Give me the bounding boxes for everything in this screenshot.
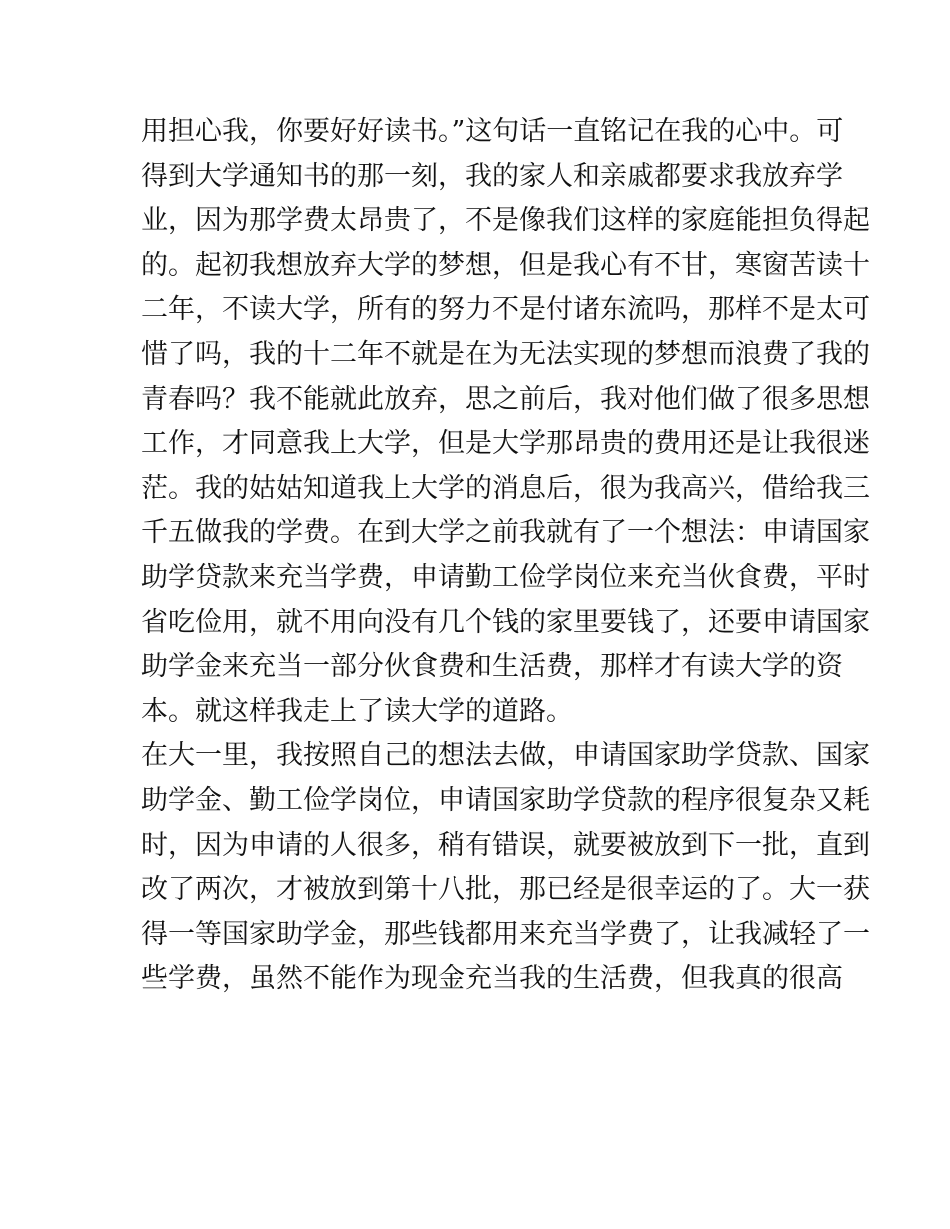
text-line: 助学金、勤工俭学岗位，申请国家助学贷款的程序很复杂又耗 — [141, 784, 870, 816]
text-line: 在大一里，我按照自己的想法去做，申请国家助学贷款、国家 — [141, 740, 870, 772]
text-line: 助学贷款来充当学费，申请勤工俭学岗位来充当伙食费，平时 — [141, 561, 870, 593]
text-line: 得到大学通知书的那一刻，我的家人和亲戚都要求我放弃学 — [141, 160, 843, 192]
text-line: 用担心我，你要好好读书。”这句话一直铭记在我的心中。可 — [141, 116, 844, 147]
text-line: 二年，不读大学，所有的努力不是付诸东流吗，那样不是太可 — [141, 294, 870, 326]
text-line: 些学费，虽然不能作为现金充当我的生活费，但我真的很高 — [141, 963, 843, 995]
text-line: 业，因为那学费太昂贵了，不是像我们这样的家庭能担负得起 — [141, 205, 870, 237]
text-line: 惜了吗，我的十二年不就是在为无法实现的梦想而浪费了我的 — [141, 338, 870, 370]
text-line: 助学金来充当一部分伙食费和生活费，那样才有读大学的资 — [141, 651, 843, 683]
text-line: 青春吗？我不能就此放弃，思之前后，我对他们做了很多思想 — [141, 383, 870, 415]
text-line: 的。起初我想放弃大学的梦想，但是我心有不甘，寒窗苦读十 — [141, 249, 870, 281]
text-line: 本。就这样我走上了读大学的道路。 — [141, 695, 573, 727]
body-text — [141, 110, 870, 1002]
text-line: 得一等国家助学金，那些钱都用来充当学费了，让我减轻了一 — [141, 918, 870, 950]
text-line: 省吃俭用，就不用向没有几个钱的家里要钱了，还要申请国家 — [141, 606, 870, 638]
text-line: 时，因为申请的人很多，稍有错误，就要被放到下一批，直到 — [141, 829, 870, 861]
text-line: 工作，才同意我上大学，但是大学那昂贵的费用还是让我很迷 — [141, 428, 870, 460]
text-line: 改了两次，才被放到第十八批，那已经是很幸运的了。大一获 — [141, 874, 870, 906]
text-line: 茫。我的姑姑知道我上大学的消息后，很为我高兴，借给我三 — [141, 472, 870, 504]
text-line: 千五做我的学费。在到大学之前我就有了一个想法：申请国家 — [141, 517, 870, 549]
